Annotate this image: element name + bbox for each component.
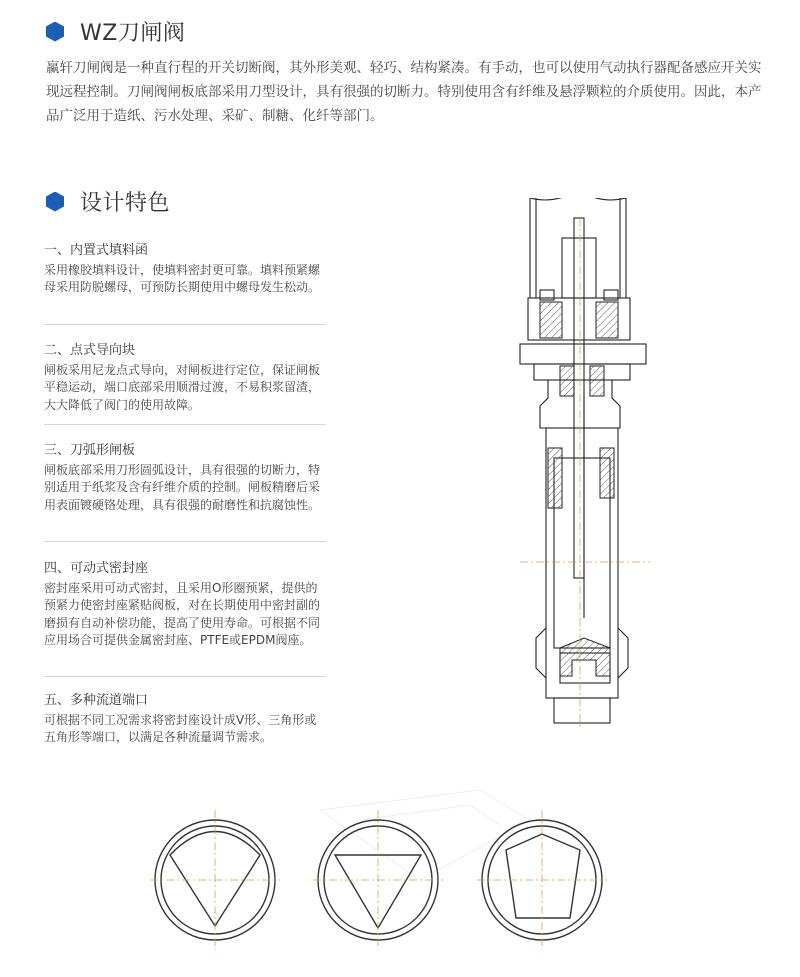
feature-body: 采用橡胶填料设计，使填料密封更可靠。填料预紧螺母采用防脱螺母，可预防长期使用中螺母发生松动。 [44,262,321,295]
feature-body: 闸板底部采用刀形圆弧设计，具有很强的切断力，特别适用于纸浆及含有纤维介质的控制。闸板精磨后采用表面镀硬铬处理，具有很强的耐磨性和抗腐蚀性。 [44,462,321,512]
divider [44,676,326,677]
feature-body: 可根据不同工况需求将密封座设计成V形、三角形或五角形等端口，以满足各种流量调节需求。 [44,712,317,745]
hexagon-icon [46,22,64,42]
valve-section-drawing [500,198,660,738]
section-title-features [46,186,170,217]
feature-item-packing [44,242,328,297]
feature-heading: 一、内置式填料函 [44,243,149,258]
divider [44,541,326,542]
feature-body: 密封座采用可动式密封，且采用O形圈预紧，提供的预紧力使密封座紧贴阀板，对在长期使用中密封副的磨损有自动补偿功能，提高了使用寿命。可根据不同应用场合可提供金属密封座、PTFE或EPDM阀座。 [44,580,321,648]
feature-heading: 三、刀弧形闸板 [44,443,136,458]
product-title: WZ刀闸阀 [80,21,186,46]
section-title-product [46,16,185,47]
features-title: 设计特色 [80,191,171,216]
feature-heading: 二、点式导向块 [44,343,136,358]
feature-item-seat [44,560,328,650]
hexagon-icon [46,192,64,212]
feature-heading: 四、可动式密封座 [44,561,149,576]
divider [44,324,326,325]
feature-heading: 五、多种流道端口 [44,693,149,708]
feature-body: 闸板采用尼龙点式导向，对闸板进行定位，保证闸板平稳运动，端口底部采用顺滑过渡，不易积浆留渣，大大降低了阀门的使用故障。 [44,362,321,412]
divider [44,424,326,425]
feature-item-guide [44,342,328,414]
pentagon-port-shape [506,834,580,918]
feature-item-ports [44,692,328,747]
port-shapes-diagram [150,800,670,970]
product-intro: 赢轩刀闸阀是一种直行程的开关切断阀，其外形美观、轻巧、结构紧凑。有手动，也可以使用气动执行器配备感应开关实现远程控制。刀闸阀闸板底部采用刀型设计，具有很强的切断力。特别使用含有纤维及悬浮颗粒的介质使用。因此，本产品广泛用于造纸、污水处理、采矿、制糖、化纤等部门。 [46,60,762,124]
feature-item-gate [44,442,328,514]
